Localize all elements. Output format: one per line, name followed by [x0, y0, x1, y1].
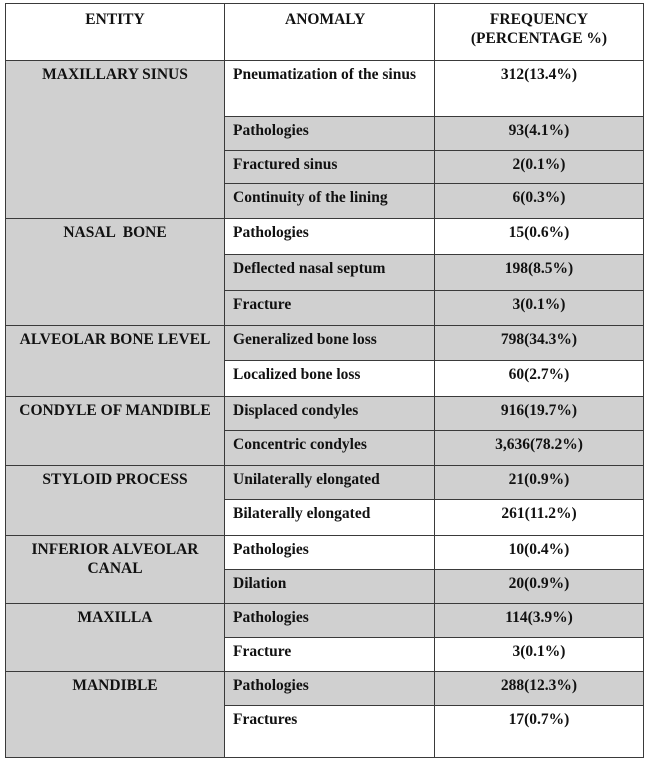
table-row [6, 219, 644, 255]
frequency-cell: 261(11.2%) [435, 500, 644, 536]
table-row [6, 672, 644, 706]
anomaly-cell: Unilaterally elongated [225, 466, 435, 500]
header-entity: ENTITY [6, 4, 225, 61]
header-frequency-line2: (PERCENTAGE %) [470, 30, 608, 47]
anomaly-cell: Localized bone loss [225, 361, 435, 397]
frequency-cell: 312(13.4%) [435, 61, 644, 117]
anomaly-cell: Pathologies [225, 604, 435, 638]
anomaly-cell: Fracture [225, 291, 435, 326]
frequency-cell: 60(2.7%) [435, 361, 644, 397]
anomaly-frequency-table [5, 3, 644, 758]
frequency-cell: 3(0.1%) [435, 291, 644, 326]
entity-cell-mandible: MANDIBLE [6, 672, 225, 758]
frequency-cell: 916(19.7%) [435, 397, 644, 431]
entity-cell-maxilla: MAXILLA [6, 604, 225, 672]
anomaly-cell: Fractures [225, 706, 435, 758]
table-row [6, 326, 644, 361]
frequency-cell: 3,636(78.2%) [435, 431, 644, 466]
frequency-cell: 21(0.9%) [435, 466, 644, 500]
anomaly-cell: Dilation [225, 570, 435, 604]
entity-cell-alveolar-bone-level: ALVEOLAR BONE LEVEL [6, 326, 225, 397]
anomaly-cell: Fractured sinus [225, 151, 435, 184]
header-row [6, 4, 644, 61]
frequency-cell: 20(0.9%) [435, 570, 644, 604]
anomaly-cell: Continuity of the lining [225, 184, 435, 219]
frequency-cell: 288(12.3%) [435, 672, 644, 706]
frequency-cell: 10(0.4%) [435, 536, 644, 570]
anomaly-cell: Bilaterally elongated [225, 500, 435, 536]
anomaly-cell: Generalized bone loss [225, 326, 435, 361]
entity-cell-styloid-process: STYLOID PROCESS [6, 466, 225, 536]
table-row [6, 466, 644, 500]
frequency-cell: 93(4.1%) [435, 117, 644, 151]
anomaly-cell: Displaced condyles [225, 397, 435, 431]
anomaly-cell: Concentric condyles [225, 431, 435, 466]
frequency-cell: 17(0.7%) [435, 706, 644, 758]
anomaly-cell: Pathologies [225, 219, 435, 255]
table-row [6, 61, 644, 117]
anomaly-cell: Pathologies [225, 117, 435, 151]
entity-cell-maxillary-sinus: MAXILLARY SINUS [6, 61, 225, 219]
entity-cell-condyle-of-mandible: CONDYLE OF MANDIBLE [6, 397, 225, 466]
frequency-cell: 798(34.3%) [435, 326, 644, 361]
header-frequency [435, 4, 644, 61]
table-row [6, 604, 644, 638]
anomaly-cell: Deflected nasal septum [225, 255, 435, 291]
frequency-cell: 15(0.6%) [435, 219, 644, 255]
table-row [6, 397, 644, 431]
frequency-cell: 6(0.3%) [435, 184, 644, 219]
entity-cell-nasal-bone: NASAL BONE [6, 219, 225, 326]
frequency-cell: 2(0.1%) [435, 151, 644, 184]
entity-cell-inferior-alveolar-canal: INFERIOR ALVEOLAR CANAL [6, 536, 225, 604]
anomaly-cell: Pathologies [225, 536, 435, 570]
anomaly-cell: Pathologies [225, 672, 435, 706]
header-frequency-line1: FREQUENCY [489, 11, 589, 28]
table-row [6, 536, 644, 570]
header-anomaly: ANOMALY [225, 4, 435, 61]
frequency-cell: 3(0.1%) [435, 638, 644, 672]
frequency-cell: 198(8.5%) [435, 255, 644, 291]
anomaly-cell: Pneumatization of the sinus [225, 61, 435, 117]
anomaly-cell: Fracture [225, 638, 435, 672]
frequency-cell: 114(3.9%) [435, 604, 644, 638]
